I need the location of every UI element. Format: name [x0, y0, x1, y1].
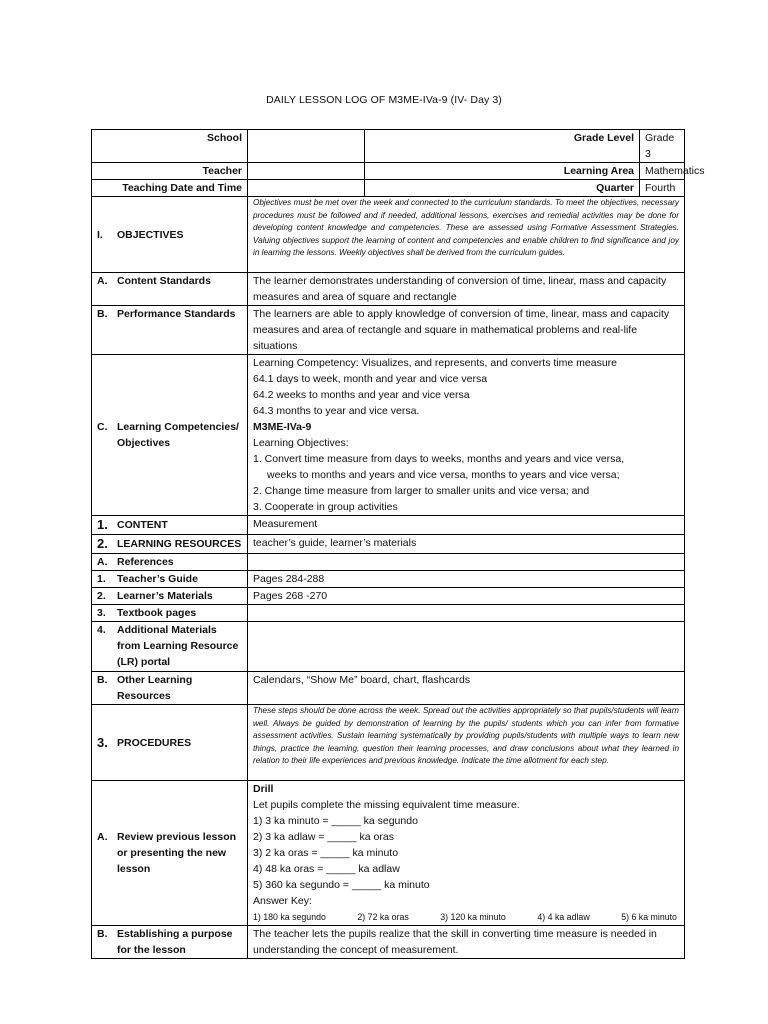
school-row — [92, 130, 685, 163]
page-title: DAILY LESSON LOG OF M3ME-IVa-9 (IV- Day 3) — [266, 94, 502, 106]
teacher-value — [248, 163, 365, 180]
review-label-cell — [92, 781, 248, 926]
references-label: References — [117, 556, 174, 568]
other-resources-num: B. — [97, 674, 108, 686]
performance-standards-text: The learners are able to apply knowledge of conversion of time, linear, mass and capacity measures and area of rectangle and square in mathematical problems and real-life situations — [248, 306, 685, 355]
competencies-num: C. — [97, 421, 108, 433]
additional-materials-row — [92, 622, 685, 672]
drill-instruction: Let pupils complete the missing equivalent time measure. — [253, 799, 520, 811]
content-standards-label: Content Standards — [117, 275, 211, 287]
lesson-log-table — [91, 129, 705, 959]
additional-materials-text — [248, 622, 685, 672]
drill-title: Drill — [253, 783, 274, 795]
additional-materials-label-cell — [92, 622, 248, 672]
drill-item: 4) 48 ka oras = _____ ka adlaw — [253, 863, 400, 875]
additional-materials-label-line2: from Learning Resource — [117, 640, 239, 652]
drill-item: 2) 3 ka adlaw = _____ ka oras — [253, 831, 394, 843]
performance-standards-label-cell — [92, 306, 248, 355]
content-standards-label-cell — [92, 273, 248, 306]
competencies-label-line2: Objectives — [117, 437, 171, 449]
learning-resources-num: 2. — [97, 536, 108, 551]
textbook-pages-label: Textbook pages — [117, 607, 197, 619]
objectives-label-cell — [92, 197, 248, 273]
other-resources-label-line2: Resources — [117, 690, 171, 702]
other-resources-label-cell — [92, 672, 248, 705]
teacher-label: Teacher — [92, 163, 248, 180]
content-label: CONTENT — [117, 519, 168, 531]
quarter-label: Quarter — [365, 180, 640, 197]
learning-objective-1-continued: weeks to months and years and vice versa, months to years and vice versa; — [267, 469, 620, 481]
performance-standards-label: Performance Standards — [117, 308, 236, 320]
answer-item: 5) 6 ka minuto — [621, 912, 677, 922]
purpose-num: B. — [97, 928, 108, 940]
additional-materials-num: 4. — [97, 624, 106, 636]
competencies-label-line1: Learning Competencies/ — [117, 421, 239, 433]
school-label: School — [92, 130, 248, 163]
learners-materials-row — [92, 588, 685, 605]
textbook-pages-label-cell — [92, 605, 248, 622]
textbook-pages-text — [248, 605, 685, 622]
other-resources-label-line1: Other Learning — [117, 674, 193, 686]
grade-level-value: Grade 3 — [640, 130, 685, 163]
references-num: A. — [97, 556, 108, 568]
quarter-value: Fourth — [640, 180, 685, 197]
objectives-note: Objectives must be met over the week and connected to the curriculum standards. To meet the objectives, necessary procedures must be followed and if needed, additional lessons, exercises and remedial activities may be done for developing content knowledge and competencies. These are assessed using Formative Assessment Strategies. Valuing objectives support the learning of content and competencies and enable children to find significance and joy in learning the lessons. Weekly objectives shall be derived from the curriculum guides. — [248, 197, 685, 273]
teacher-row — [92, 163, 685, 180]
content-standards-text: The learner demonstrates understanding of conversion of time, linear, mass and capacity measures and area of square and rectangle — [248, 273, 685, 306]
review-label-line1: Review previous lesson — [117, 831, 237, 843]
objectives-row — [92, 197, 685, 273]
additional-materials-label-line3: (LR) portal — [117, 656, 171, 668]
content-row — [92, 516, 685, 535]
procedures-note: These steps should be done across the week. Spread out the activities appropriately so that pupils/students will learn well. Always be guided by demonstration of learning by the pupils/ students which you can infer from formative assessment activities. Sustain learning systematically by providing pupils/students with multiple ways to learn new things, practice the learning, question their learning processes, and draw conclusions about what they learned in relation to their life experiences and previous knowledge. Indicate the time allotment for each step. — [248, 705, 685, 781]
drill-item: 1) 3 ka minuto = _____ ka segundo — [253, 815, 418, 827]
learning-objective-1: 1. Convert time measure from days to weeks, months and years and vice versa, — [253, 453, 625, 465]
procedures-label-cell — [92, 705, 248, 781]
purpose-label-line1: Establishing a purpose — [117, 928, 233, 940]
answer-key-label: Answer Key: — [253, 895, 312, 907]
competencies-content — [248, 355, 685, 516]
performance-standards-num: B. — [97, 308, 108, 320]
review-label-line3: lesson — [117, 863, 151, 875]
learning-resources-text: teacher’s guide, learner’s materials — [248, 535, 685, 554]
competency-line: 64.2 weeks to months and year and vice versa — [253, 389, 470, 401]
learners-materials-num: 2. — [97, 590, 106, 602]
competency-code: M3ME-IVa-9 — [253, 421, 312, 433]
competencies-row — [92, 355, 685, 516]
answer-key — [253, 909, 679, 925]
competency-line: 64.1 days to week, month and year and vice versa — [253, 373, 488, 385]
content-num: 1. — [97, 517, 108, 532]
textbook-pages-num: 3. — [97, 607, 106, 619]
learning-area-label: Learning Area — [365, 163, 640, 180]
date-time-row — [92, 180, 685, 197]
purpose-label-cell — [92, 926, 248, 959]
objectives-num: I. — [97, 228, 103, 241]
textbook-pages-row — [92, 605, 685, 622]
answer-item: 4) 4 ka adlaw — [537, 912, 590, 922]
answer-item: 2) 72 ka oras — [357, 912, 409, 922]
other-resources-text: Calendars, “Show Me” board, chart, flashcards — [248, 672, 685, 705]
review-row — [92, 781, 685, 926]
teachers-guide-num: 1. — [97, 573, 106, 585]
teachers-guide-label: Teacher’s Guide — [117, 573, 198, 585]
purpose-text: The teacher lets the pupils realize that the skill in converting time measure is needed in understanding the concept of measurement. — [248, 926, 685, 959]
teachers-guide-text: Pages 284-288 — [248, 571, 685, 588]
date-time-label: Teaching Date and Time — [92, 180, 248, 197]
learning-objective-3: 3. Cooperate in group activities — [253, 501, 398, 513]
teachers-guide-row — [92, 571, 685, 588]
school-value — [248, 130, 365, 163]
learners-materials-text: Pages 268 -270 — [248, 588, 685, 605]
learning-area-value: Mathematics — [640, 163, 685, 180]
content-standards-row — [92, 273, 685, 306]
competencies-label-cell — [92, 355, 248, 516]
teachers-guide-label-cell — [92, 571, 248, 588]
procedures-num: 3. — [97, 734, 108, 750]
competency-line: 64.3 months to year and vice versa. — [253, 405, 420, 417]
answer-item: 1) 180 ka segundo — [253, 912, 326, 922]
purpose-label-line2: for the lesson — [117, 944, 186, 956]
objectives-label: OBJECTIVES — [117, 228, 184, 241]
references-text — [248, 554, 685, 571]
review-content — [248, 781, 685, 926]
drill-item: 3) 2 ka oras = _____ ka minuto — [253, 847, 399, 859]
other-resources-row — [92, 672, 685, 705]
references-label-cell — [92, 554, 248, 571]
performance-standards-row — [92, 306, 685, 355]
additional-materials-label-line1: Additional Materials — [117, 624, 217, 636]
date-time-value — [248, 180, 365, 197]
learning-resources-row — [92, 535, 685, 554]
review-num: A. — [97, 831, 108, 843]
learning-resources-label-cell — [92, 535, 248, 554]
grade-level-label: Grade Level — [365, 130, 640, 163]
learners-materials-label-cell — [92, 588, 248, 605]
procedures-label: PROCEDURES — [117, 736, 192, 749]
learning-objective-2: 2. Change time measure from larger to smaller units and vice versa; and — [253, 485, 590, 497]
answer-item: 3) 120 ka minuto — [440, 912, 506, 922]
learning-objectives-title: Learning Objectives: — [253, 437, 349, 449]
learning-resources-label: LEARNING RESOURCES — [117, 538, 242, 550]
content-text: Measurement — [248, 516, 685, 535]
references-row — [92, 554, 685, 571]
competency-line: Learning Competency: Visualizes, and represents, and converts time measure — [253, 357, 617, 369]
content-label-cell — [92, 516, 248, 535]
procedures-row — [92, 705, 685, 781]
drill-item: 5) 360 ka segundo = _____ ka minuto — [253, 879, 430, 891]
learners-materials-label: Learner’s Materials — [117, 590, 213, 602]
content-standards-num: A. — [97, 275, 108, 287]
purpose-row — [92, 926, 685, 959]
review-label-line2: or presenting the new — [117, 847, 227, 859]
